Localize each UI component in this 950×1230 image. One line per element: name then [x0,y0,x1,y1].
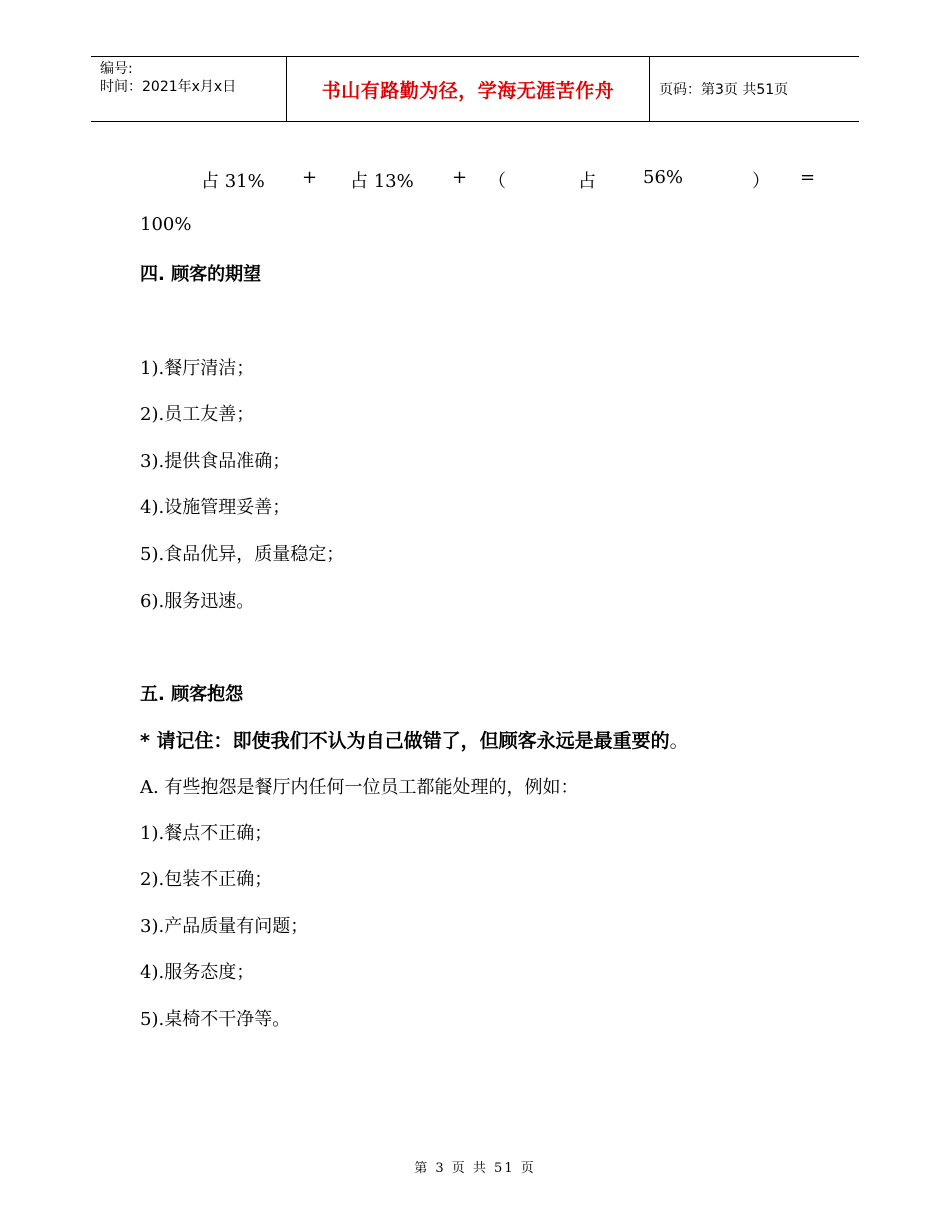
list-item: 3).产品质量有问题； [140,916,309,937]
ratio-plus-1: + [302,167,318,188]
section-5-title: 五. 顾客抱怨 [140,684,244,705]
list-item: 5).食品优异，质量稳定； [140,544,345,565]
header-motto-cell [287,57,650,121]
ratio-part-2: 占 13% [350,171,414,192]
page-header [91,56,859,122]
motto-text: 书山有路勤为径，学海无涯苦作舟 [321,79,615,102]
ratio-open-paren: （ [488,171,506,192]
section-4-title: 四. 顾客的期望 [140,264,262,285]
ratio-part-3-label: 占 [578,171,596,192]
list-item: 6).服务迅速。 [140,591,255,612]
list-item: 5).桌椅不干净等。 [140,1009,291,1030]
header-page-code [650,57,859,121]
list-item: 1).餐厅清洁； [140,358,255,379]
list-item: 3).提供食品准确； [140,451,291,472]
reminder-suffix: 。 [669,730,689,752]
list-item: 2).包装不正确； [140,869,273,890]
page-footer: 第 3 页 共 51 页 [414,1161,536,1176]
reminder-bold-text: 即使我们不认为自己做错了，但顾客永远是最重要的 [232,730,670,752]
section-5-intro: A. 有些抱怨是餐厅内任何一位员工都能处理的，例如： [140,777,579,798]
list-item: 2).员工友善； [140,404,255,425]
list-item: 1).餐点不正确； [140,823,273,844]
ratio-close-paren: ） [752,171,770,192]
reminder-prefix: * 请记住： [140,730,233,752]
time-label: 时间：2021年x月x日 [100,79,237,95]
list-item: 4).服务态度； [140,962,255,983]
ratio-plus-2: + [452,167,468,188]
ratio-part-1: 占 31% [201,171,265,192]
ratio-total: 100% [140,214,192,235]
list-item: 4).设施管理妥善； [140,497,291,518]
reminder-line [140,726,689,753]
header-meta [91,57,287,121]
number-label: 编号: [100,61,133,77]
ratio-equals: = [800,167,816,188]
page-code-text: 页码：第3页 共51页 [659,82,789,98]
ratio-part-3-value: 56% [643,167,684,188]
